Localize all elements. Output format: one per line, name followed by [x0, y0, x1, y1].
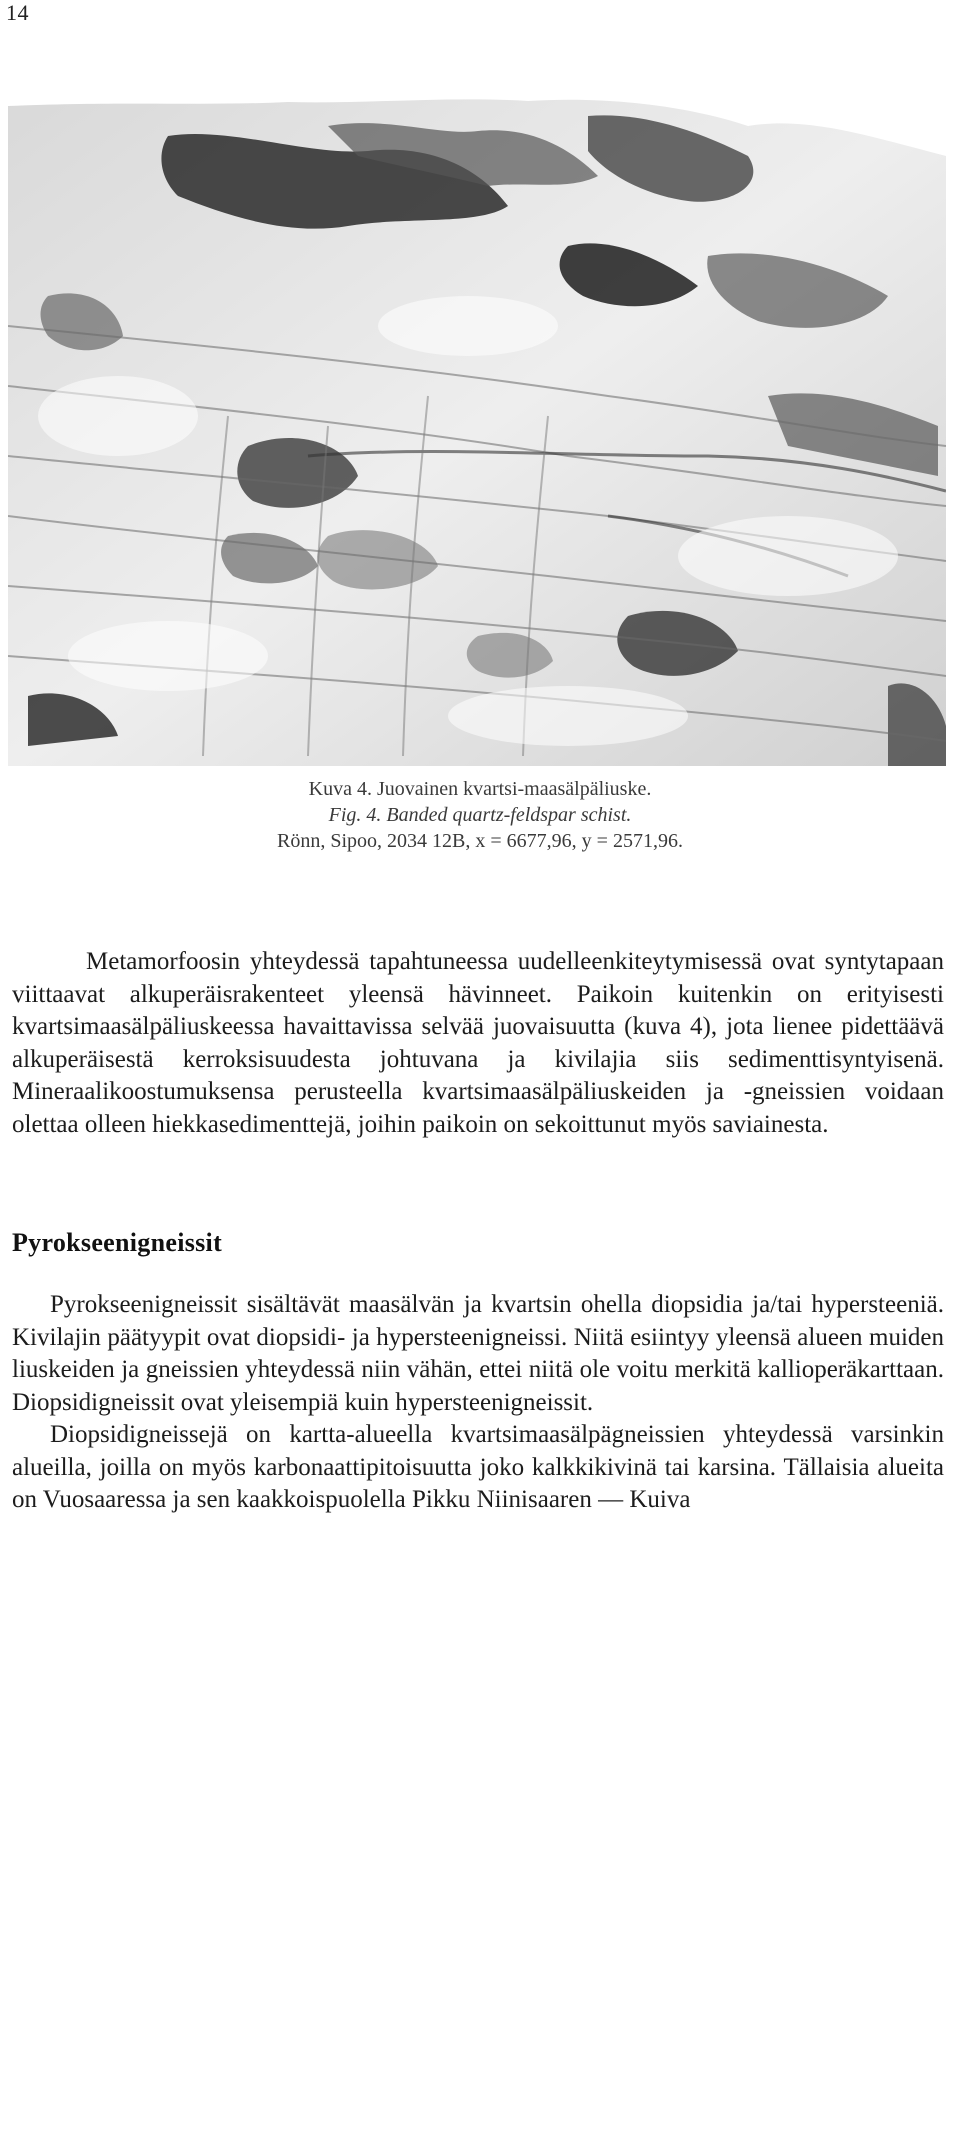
caption-location: Rönn, Sipoo, 2034 12B, x = 6677,96, y = 2571,96. — [277, 830, 683, 852]
figure-caption — [0, 776, 960, 854]
body-paragraph-2: Pyrokseenigneissit sisältävät maasälvän ja kvartsin ohella diopsidia ja/tai hypersteeniä. Kivilajin päätyypit ovat diopsidi- ja hypersteenigneissi. Niitä esiintyy yleensä alueen muiden liuskeiden ja gneissien yhteydessä niin vähän, ettei niitä ole voitu merkitä kallioperäkarttaan. Diopsidigneissit ovat yleisempiä kuin hypersteenigneissit. — [12, 1291, 944, 1416]
caption-english: Fig. 4. Banded quartz-feldspar schist. — [328, 804, 632, 826]
caption-finnish: Kuva 4. Juovainen kvartsi-maasälpäliuske. — [308, 778, 652, 800]
rock-outcrop-photo — [8, 96, 946, 766]
section-heading: Pyrokseenigneissit — [12, 1228, 223, 1257]
body-paragraph-1: Metamorfoosin yhteydessä tapahtuneessa uudelleenkiteytymisessä ovat syntytapaan viittaavat alkuperäisrakenteet yleensä hävinneet. Paikoin kuitenkin on erityisesti kvartsimaasälpäliuskeessa havaittavissa selvää juovaisuutta (kuva 4), jota lienee pidettäävä alkuperäisestä kerroksisuudesta johtuvana ja kivilajia siis sedimenttisyntyisenä. Mineraalikoostumuksensa perusteella kvartsimaasälpäliuskeiden ja -gneissien voidaan olettaa olleen hiekkasedimenttejä, joihin paikoin on sekoittunut myös saviainesta. — [12, 948, 944, 1138]
body-paragraph-3: Diopsidigneissejä on kartta-alueella kvartsimaasälpägneissien yhteydessä varsinkin alueilla, joilla on myös karbonaattipitoisuutta joko kalkkikivinä tai karsina. Tällaisia alueita on Vuosaaressa ja sen kaakkoispuolella Pikku Niinisaaren — Kuiva — [12, 1421, 944, 1513]
page-number: 14 — [6, 0, 29, 25]
